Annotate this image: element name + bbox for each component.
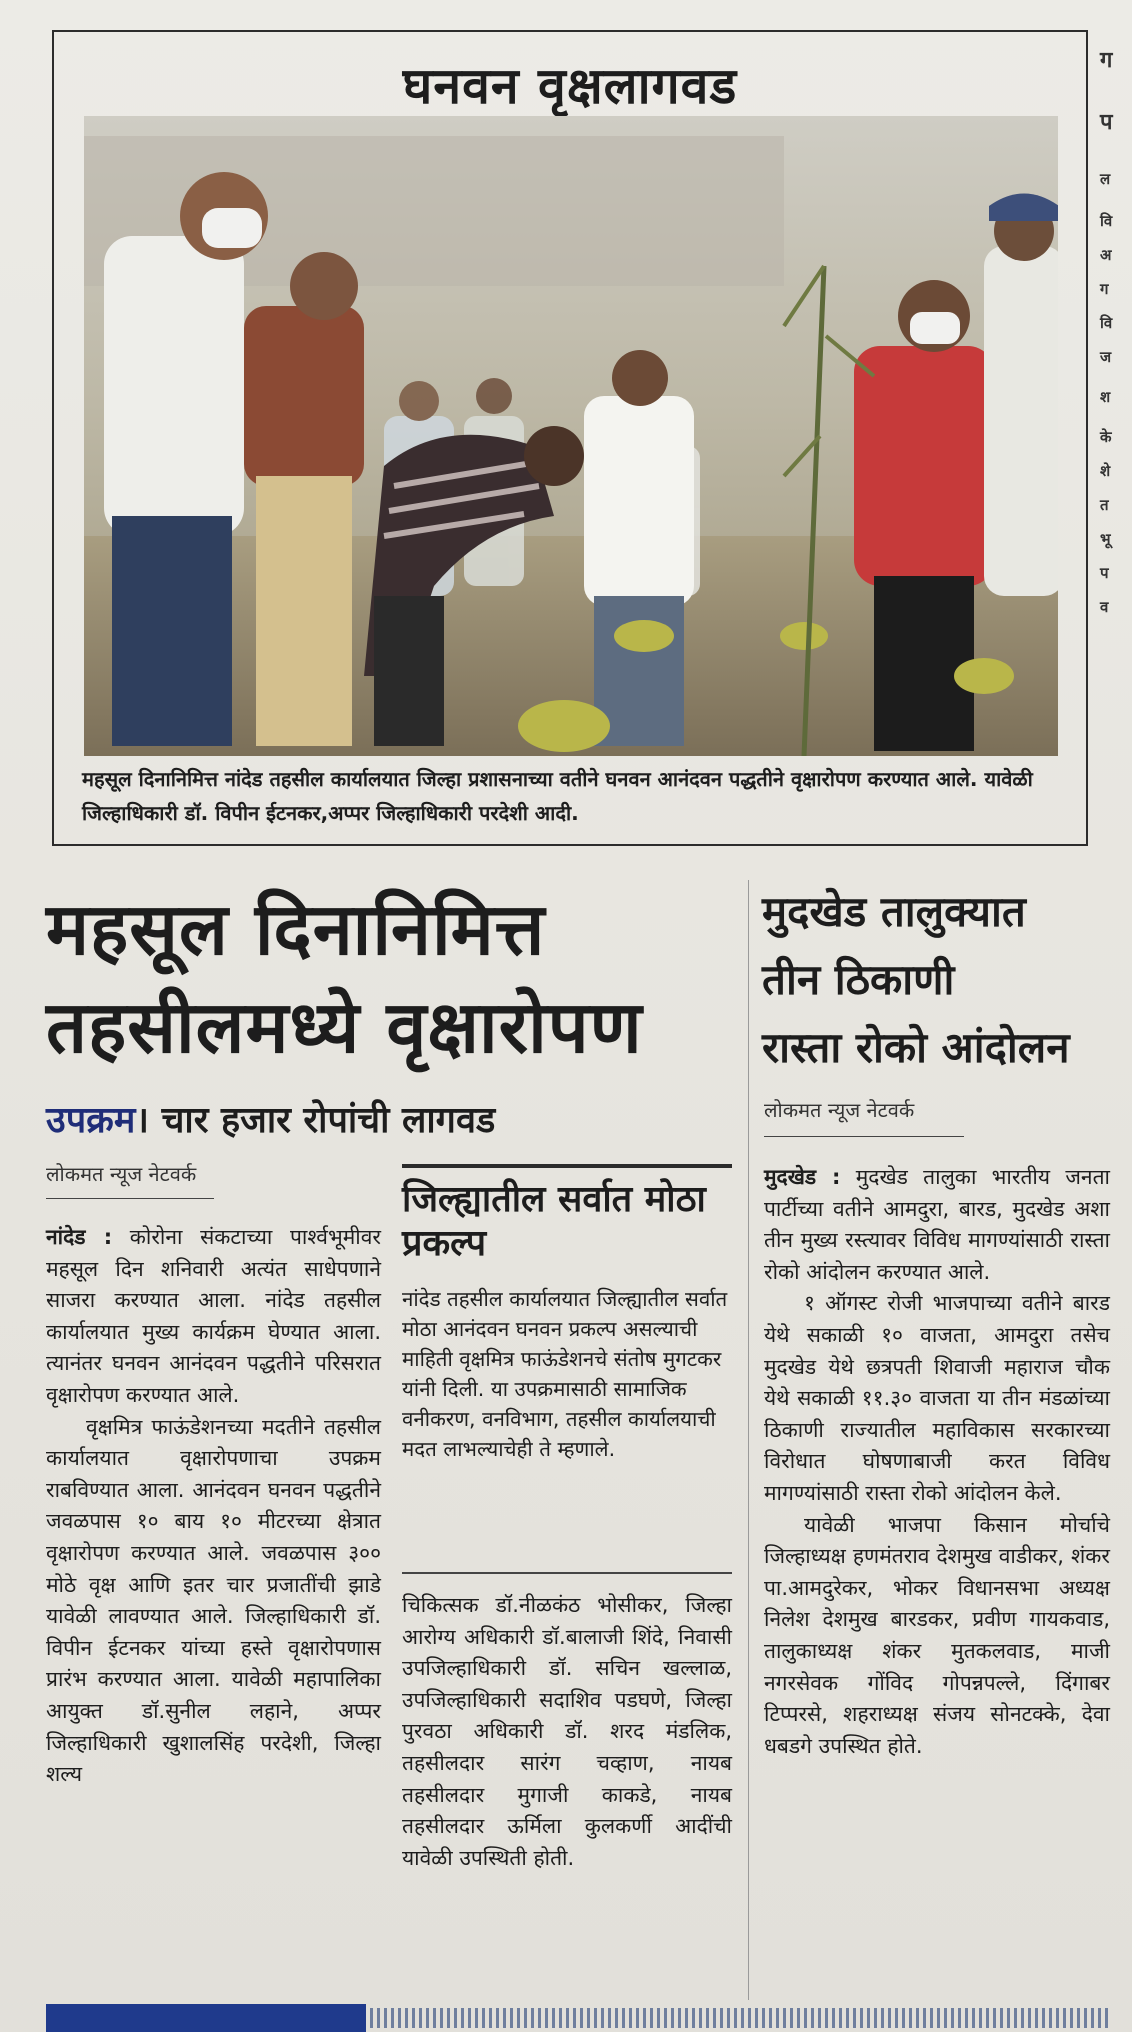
main-para-3: चिकित्सक डॉ.नीळकंठ भोसीकर, जिल्हा आरोग्य अधिकारी डॉ.बालाजी शिंदे, निवासी उपजिल्हाधिकारी डॉ. सचिन खल्लाळ, उपजिल्हाधिकारी सदाशिव पडघणे, जिल्हा पुरवठा अधिकारी डॉ. शरद मंडलिक, तहसीलदार सारंग चव्हाण, नायब तहसीलदार मुगाजी काकडे, नायब तहसीलदार ऊर्मिला कुलकर्णी आदींची यावेळी उपस्थिती होती. [402, 1593, 732, 1870]
info-box-text: नांदेड तहसील कार्यालयात जिल्ह्यातील सर्वात मोठा आनंदवन घनवन प्रकल्प असल्याची माहिती वृक्षमित्र फाऊंडेशनचे संतोष मुगटकर यांनी दिली. या उपक्रमासाठी सामाजिक वनीकरण, वनविभाग, तहसील कार्यालयाची मदत लाभल्याचेही ते म्हणाले. [402, 1287, 728, 1461]
column-divider [748, 880, 749, 2000]
cropped-letter: ज [1100, 348, 1112, 366]
main-article-column-1 [46, 1222, 381, 1791]
main-headline-line1: महसूल दिनानिमित्त [46, 887, 546, 971]
main-article-column-2 [402, 1590, 732, 1874]
cropped-letter: शे [1100, 462, 1111, 480]
cropped-letter: ल [1100, 170, 1111, 188]
byline-rule [46, 1198, 214, 1199]
side-headline-line3: रास्ता रोको आंदोलन [762, 1023, 1070, 1072]
cropped-letter: ग [1100, 48, 1113, 73]
cropped-letter: प [1100, 110, 1113, 135]
subhead-separator: । [135, 1100, 150, 1141]
cropped-letter: त [1100, 496, 1109, 514]
footer-hatch-pattern [370, 2008, 1110, 2028]
info-box-bottom-rule [402, 1572, 732, 1574]
side-dateline: मुदखेड : [764, 1165, 841, 1189]
subhead-text: चार हजार रोपांची लागवड [161, 1100, 496, 1141]
main-byline: लोकमत न्यूज नेटवर्क [46, 1162, 197, 1186]
main-headline-line2: तहसीलमध्ये वृक्षारोपण [46, 985, 643, 1069]
side-byline-rule [764, 1136, 964, 1137]
cropped-letter: ग [1100, 280, 1109, 298]
footer-color-bar [46, 2004, 366, 2032]
cropped-adjacent-column [1100, 30, 1132, 830]
cropped-letter: के [1100, 428, 1112, 446]
side-para-3: यावेळी भाजपा किसान मोर्चाचे जिल्हाध्यक्ष हणमंतराव देशमुख वाडीकर, शंकर पा.आमदुरेकर, भोकर विधानसभा अध्यक्ष निलेश देशमुख बारडकर, प्रवीण गायकवाड, तालुकाध्यक्ष शंकर मुतकलवाड, माजी नगरसेवक गोंविद गोपन्नपल्ले, दिंगाबर टिप्परसे, शहराध्यक्ष संजय सोनटक्के, देवा धबडगे उपस्थित होते. [764, 1512, 1110, 1758]
cropped-letter: अ [1100, 246, 1112, 264]
cropped-letter: भू [1100, 530, 1111, 548]
main-para-1: कोरोना संकटाच्या पार्श्वभूमीवर महसूल दिन शनिवारी अत्यंत साधेपणाने साजरा करण्यात आला. नांदेड तहसील कार्यालयात मुख्य कार्यक्रम घेण्यात आला. त्यानंतर घनवन आनंदवन पद्धतीने परिसरात वृक्षारोपण करण्यात आले. [46, 1225, 381, 1407]
cropped-letter: प [1100, 564, 1109, 582]
subhead-lead: उपक्रम [46, 1100, 136, 1141]
main-dateline: नांदेड : [46, 1225, 113, 1249]
main-subheadline [46, 1094, 495, 1143]
cropped-letter: व [1100, 598, 1109, 616]
info-box-body [402, 1284, 732, 1464]
info-box-top-rule [402, 1164, 732, 1168]
side-para-2: १ ऑगस्ट रोजी भाजपाच्या वतीने बारड येथे सकाळी १० वाजता, आमदुरा तसेच मुदखेड येथे छत्रपती शिवाजी महाराज चौक येथे सकाळी ११.३० वाजता या तीन मंडळांच्या ठिकाणी राज्यातील महाविकास सरकारच्या विरोधात घोषणाबाजी करत विविध मागण्यांसाठी रास्ता रोको आंदोलन केले. [764, 1291, 1110, 1505]
side-headline [762, 878, 1092, 1082]
main-headline [46, 880, 746, 1076]
side-headline-line2: तीन ठिकाणी [762, 955, 955, 1004]
side-para-1: मुदखेड तालुका भारतीय जनता पार्टीच्या वतीने आमदुरा, बारड, मुदखेड अशा तीन मुख्य रस्त्यावर विविध मागण्यांसाठी रास्ता रोको आंदोलन करण्यात आले. [764, 1165, 1110, 1284]
photo-caption: महसूल दिनानिमित्त नांदेड तहसील कार्यालयात जिल्हा प्रशासनाच्या वतीने घनवन आनंदवन पद्धतीने वृक्षारोपण करण्यात आले. यावेळी जिल्हाधिकारी डॉ. विपीन ईटनकर,अप्पर जिल्हाधिकारी परदेशी आदी. [82, 767, 1033, 825]
cropped-letter: वि [1100, 314, 1113, 332]
side-byline: लोकमत न्यूज नेटवर्क [764, 1098, 915, 1122]
photo-feature-box [52, 30, 1088, 846]
cropped-letter: वि [1100, 212, 1113, 230]
photo-box-title: घनवन वृक्षलागवड [402, 57, 738, 115]
cropped-letter: श [1100, 388, 1111, 406]
photo-illustration [84, 116, 1058, 756]
side-headline-line1: मुदखेड तालुक्यात [762, 887, 1026, 936]
main-para-2: वृक्षमित्र फाऊंडेशनच्या मदतीने तहसील कार्यालयात वृक्षारोपणाचा उपक्रम राबविण्यात आला. आनंदवन घनवन पद्धतीने जवळपास १० बाय १० मीटरच्या क्षेत्रात वृक्षारोपण करण्यात आले. जवळपास ३०० मोठे वृक्ष आणि इतर चार प्रजातींची झाडे यावेळी लावण्यात आले. जिल्हाधिकारी डॉ. विपीन ईटनकर यांच्या हस्ते वृक्षारोपणास प्रारंभ करण्यात आला. यावेळी महापालिका आयुक्त डॉ.सुनील लहाने, अप्पर जिल्हाधिकारी खुशालसिंह परदेशी, जिल्हा शल्य [46, 1414, 381, 1787]
side-article-body [764, 1162, 1110, 1762]
info-box-title: जिल्ह्यातील सर्वात मोठा प्रकल्प [402, 1179, 706, 1264]
tree-plantation-photo [84, 116, 1058, 756]
